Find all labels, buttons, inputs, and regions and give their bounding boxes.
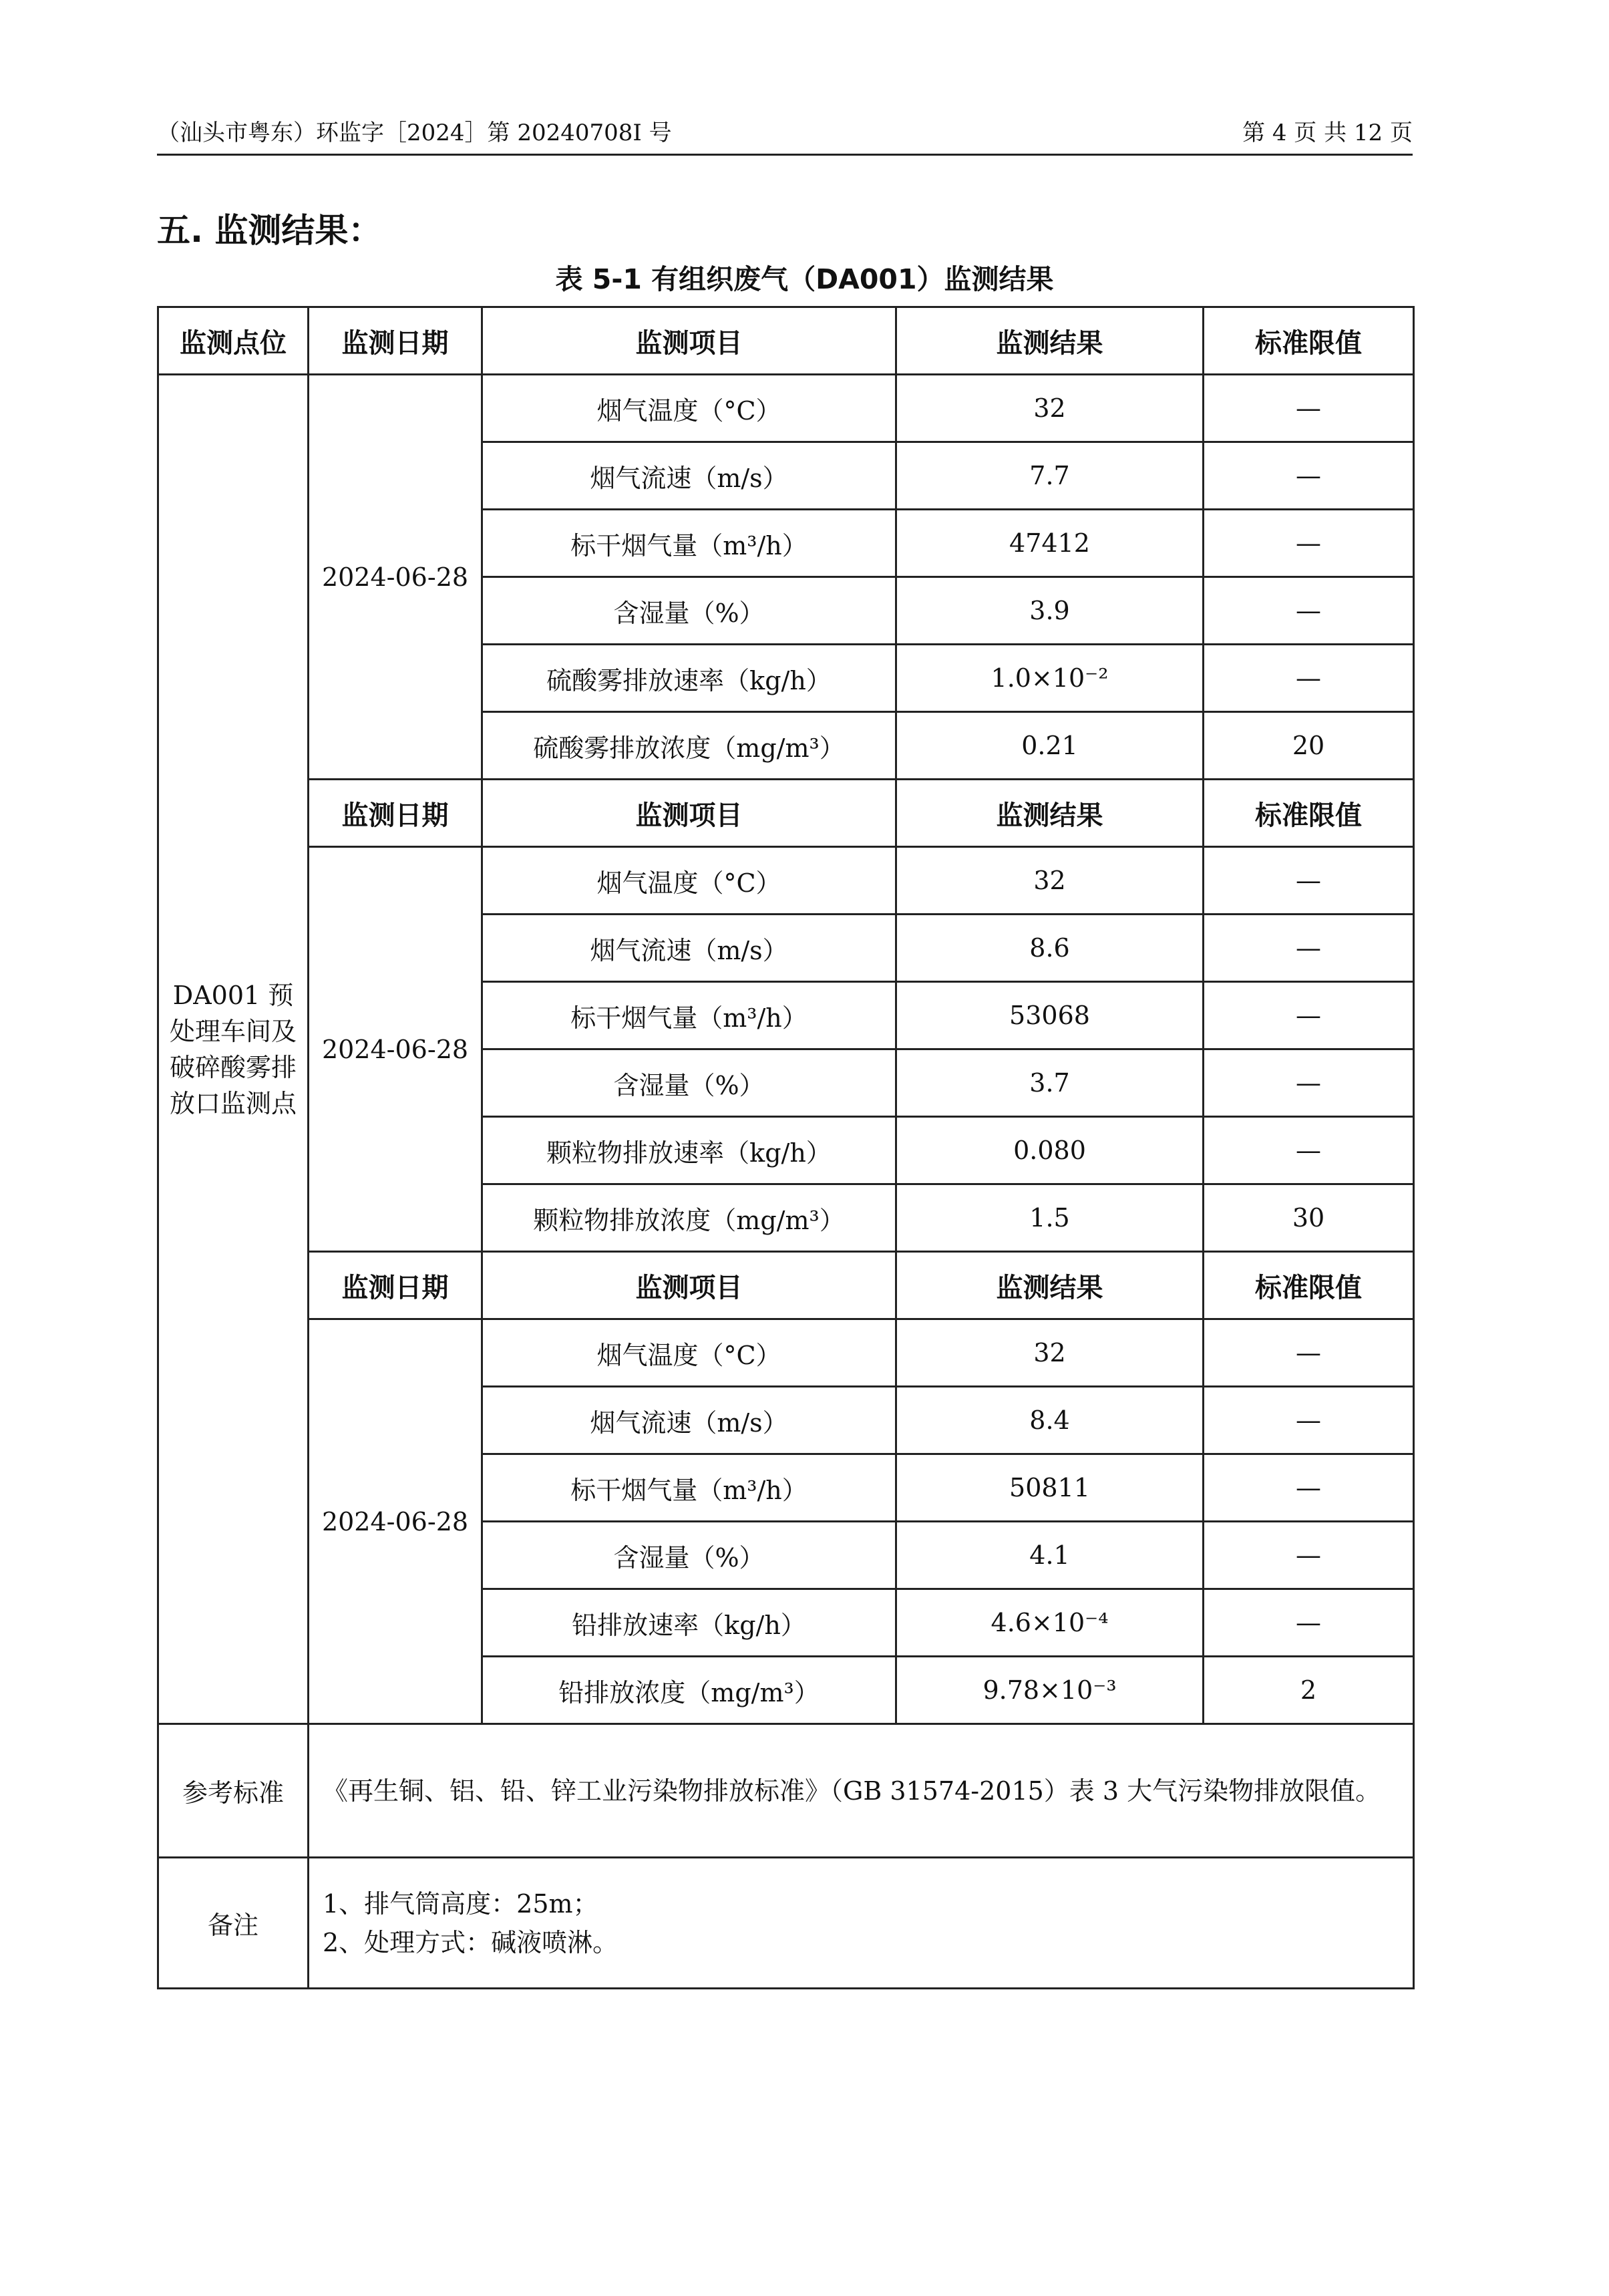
reference-label: 参考标准 bbox=[158, 1724, 309, 1858]
date-cell: 2024-06-28 bbox=[309, 847, 482, 1252]
result-cell: 1.0×10⁻² bbox=[896, 645, 1204, 712]
result-cell: 7.7 bbox=[896, 442, 1204, 510]
limit-cell: — bbox=[1204, 375, 1414, 442]
sub-header-row bbox=[158, 1252, 1414, 1319]
sub-header-item: 监测项目 bbox=[482, 780, 896, 847]
page-info: 第 4 页 共 12 页 bbox=[1242, 120, 1413, 146]
result-cell: 1.5 bbox=[896, 1184, 1204, 1252]
sub-header-date: 监测日期 bbox=[309, 1252, 482, 1319]
limit-cell: — bbox=[1204, 982, 1414, 1049]
table-row bbox=[158, 1319, 1414, 1387]
result-cell: 32 bbox=[896, 847, 1204, 915]
item-cell: 颗粒物排放浓度（mg/m³） bbox=[482, 1184, 896, 1252]
item-cell: 标干烟气量（m³/h） bbox=[482, 982, 896, 1049]
doc-number: （汕头市粤东）环监字［2024］第 20240708I 号 bbox=[157, 120, 672, 146]
reference-text: 《再生铜、铝、铅、锌工业污染物排放标准》（GB 31574-2015）表 3 大气污染物排放限值。 bbox=[309, 1724, 1414, 1858]
item-cell: 烟气温度（°C） bbox=[482, 1319, 896, 1387]
sub-header-limit: 标准限值 bbox=[1204, 780, 1414, 847]
col-header-item: 监测项目 bbox=[482, 307, 896, 375]
remarks-text bbox=[309, 1858, 1414, 1989]
item-cell: 硫酸雾排放速率（kg/h） bbox=[482, 645, 896, 712]
result-cell: 8.4 bbox=[896, 1387, 1204, 1454]
limit-cell: — bbox=[1204, 1319, 1414, 1387]
table-title: 表 5-1 有组织废气（DA001）监测结果 bbox=[555, 263, 1054, 295]
reference-row bbox=[158, 1724, 1414, 1858]
result-cell: 9.78×10⁻³ bbox=[896, 1657, 1204, 1724]
limit-cell: — bbox=[1204, 645, 1414, 712]
table-row bbox=[158, 375, 1414, 442]
item-cell: 烟气流速（m/s） bbox=[482, 915, 896, 982]
limit-cell: — bbox=[1204, 1387, 1414, 1454]
limit-cell: — bbox=[1204, 442, 1414, 510]
result-cell: 0.080 bbox=[896, 1117, 1204, 1184]
limit-cell: 20 bbox=[1204, 712, 1414, 780]
item-cell: 铅排放速率（kg/h） bbox=[482, 1589, 896, 1657]
limit-cell: — bbox=[1204, 1589, 1414, 1657]
limit-cell: — bbox=[1204, 847, 1414, 915]
col-header-date: 监测日期 bbox=[309, 307, 482, 375]
limit-cell: 30 bbox=[1204, 1184, 1414, 1252]
item-cell: 含湿量（%） bbox=[482, 1522, 896, 1589]
item-cell: 标干烟气量（m³/h） bbox=[482, 510, 896, 577]
col-header-result: 监测结果 bbox=[896, 307, 1204, 375]
limit-cell: — bbox=[1204, 1117, 1414, 1184]
result-cell: 4.1 bbox=[896, 1522, 1204, 1589]
sub-header-row bbox=[158, 780, 1414, 847]
sub-header-result: 监测结果 bbox=[896, 1252, 1204, 1319]
result-cell: 8.6 bbox=[896, 915, 1204, 982]
limit-cell: — bbox=[1204, 1522, 1414, 1589]
result-cell: 47412 bbox=[896, 510, 1204, 577]
remarks-row bbox=[158, 1858, 1414, 1989]
limit-cell: — bbox=[1204, 915, 1414, 982]
result-cell: 3.7 bbox=[896, 1049, 1204, 1117]
site-cell: DA001 预处理车间及破碎酸雾排放口监测点 bbox=[158, 375, 309, 1724]
item-cell: 含湿量（%） bbox=[482, 1049, 896, 1117]
table-header-row bbox=[158, 307, 1414, 375]
result-cell: 3.9 bbox=[896, 577, 1204, 645]
limit-cell: — bbox=[1204, 1454, 1414, 1522]
sub-header-date: 监测日期 bbox=[309, 780, 482, 847]
item-cell: 烟气流速（m/s） bbox=[482, 442, 896, 510]
sub-header-result: 监测结果 bbox=[896, 780, 1204, 847]
item-cell: 含湿量（%） bbox=[482, 577, 896, 645]
limit-cell: — bbox=[1204, 1049, 1414, 1117]
col-header-limit: 标准限值 bbox=[1204, 307, 1414, 375]
result-cell: 32 bbox=[896, 1319, 1204, 1387]
table-row bbox=[158, 847, 1414, 915]
item-cell: 烟气温度（°C） bbox=[482, 847, 896, 915]
section-title: 五. 监测结果： bbox=[157, 211, 382, 250]
limit-cell: 2 bbox=[1204, 1657, 1414, 1724]
limit-cell: — bbox=[1204, 577, 1414, 645]
remark-line-2: 2、处理方式：碱液喷淋。 bbox=[323, 1927, 618, 1957]
item-cell: 硫酸雾排放浓度（mg/m³） bbox=[482, 712, 896, 780]
item-cell: 烟气流速（m/s） bbox=[482, 1387, 896, 1454]
item-cell: 烟气温度（°C） bbox=[482, 375, 896, 442]
sub-header-item: 监测项目 bbox=[482, 1252, 896, 1319]
date-cell: 2024-06-28 bbox=[309, 375, 482, 780]
page-header bbox=[157, 119, 1413, 156]
item-cell: 铅排放浓度（mg/m³） bbox=[482, 1657, 896, 1724]
result-cell: 53068 bbox=[896, 982, 1204, 1049]
remark-line-1: 1、排气筒高度：25m； bbox=[323, 1889, 598, 1919]
col-header-site: 监测点位 bbox=[158, 307, 309, 375]
sub-header-limit: 标准限值 bbox=[1204, 1252, 1414, 1319]
monitoring-results-table bbox=[157, 306, 1415, 1989]
result-cell: 32 bbox=[896, 375, 1204, 442]
date-cell: 2024-06-28 bbox=[309, 1319, 482, 1724]
remarks-label: 备注 bbox=[158, 1858, 309, 1989]
limit-cell: — bbox=[1204, 510, 1414, 577]
result-cell: 0.21 bbox=[896, 712, 1204, 780]
item-cell: 标干烟气量（m³/h） bbox=[482, 1454, 896, 1522]
item-cell: 颗粒物排放速率（kg/h） bbox=[482, 1117, 896, 1184]
result-cell: 50811 bbox=[896, 1454, 1204, 1522]
result-cell: 4.6×10⁻⁴ bbox=[896, 1589, 1204, 1657]
